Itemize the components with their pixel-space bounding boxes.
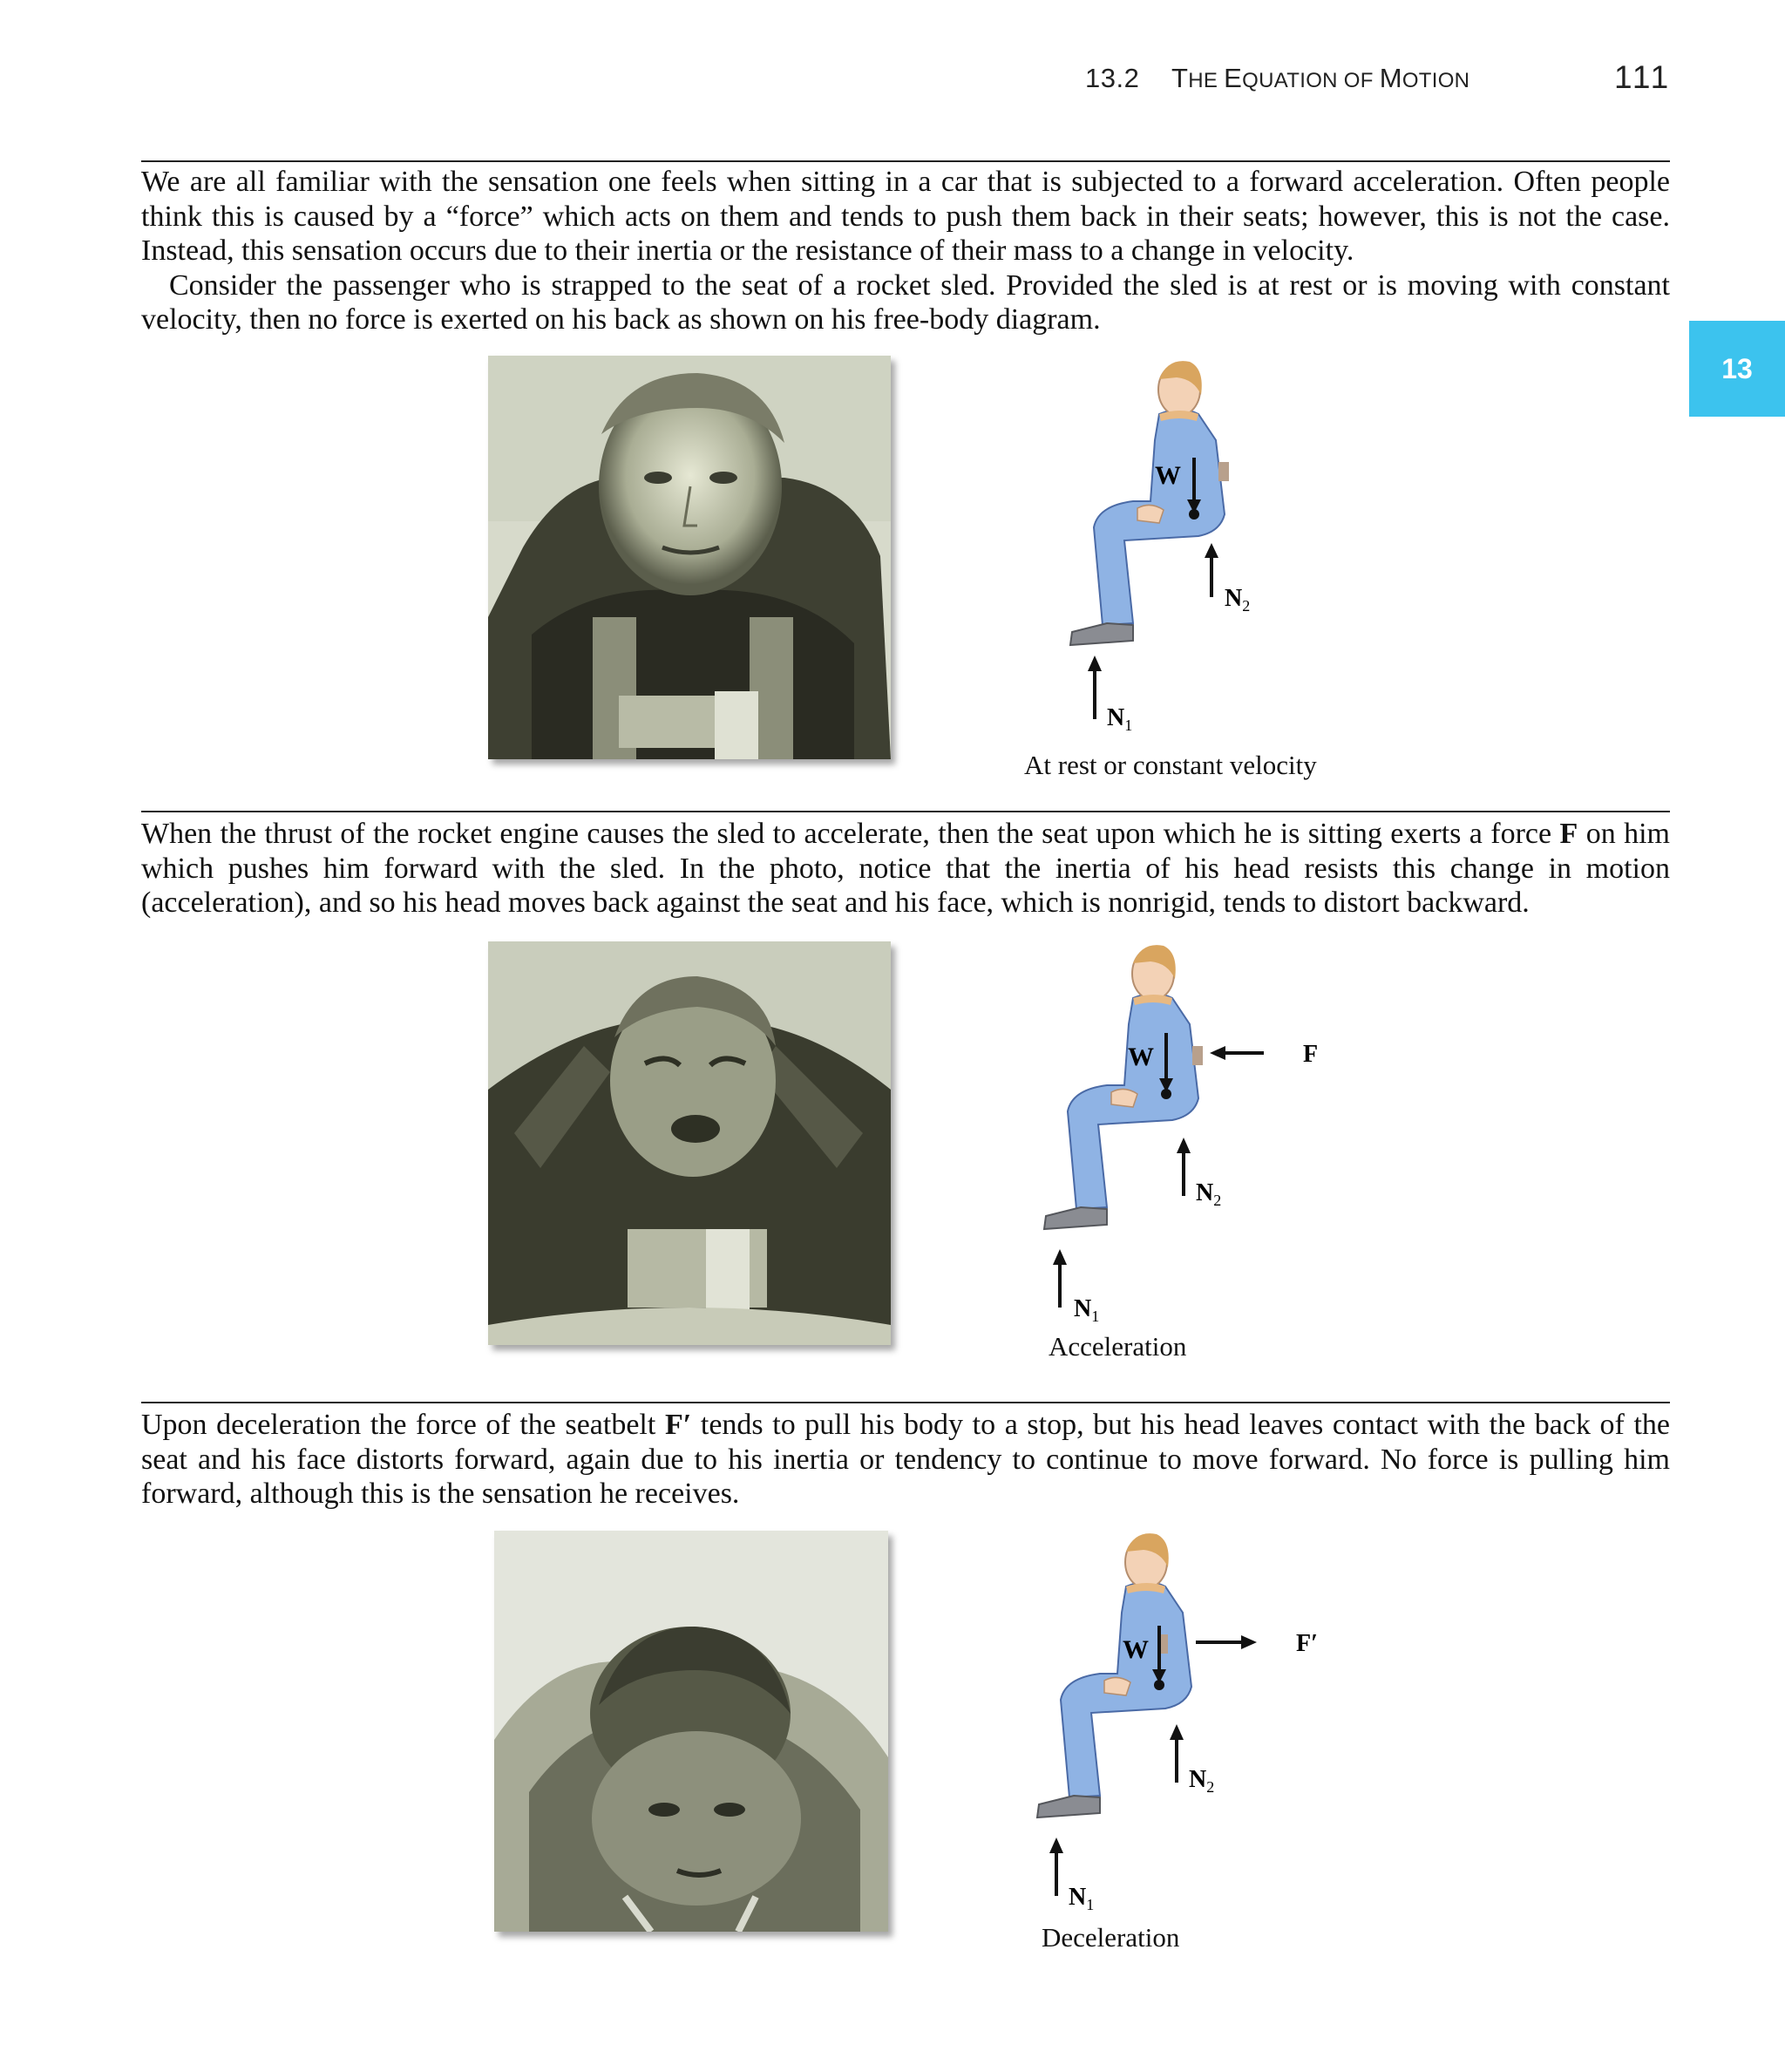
label-normal-2: $N_2$: [1189, 1766, 1215, 1796]
label-normal-2: $N_2$: [1225, 585, 1251, 615]
paragraph-rocket-sled: Consider the passenger who is strapped to the seat of a rocket sled. Provided the sled is at rest or is moving with constant velocity, then no force is exerted on his back as shown on his free-body diagram.: [141, 268, 1670, 336]
fbd-deceleration: [994, 1525, 1342, 1913]
photo-deceleration: [494, 1531, 888, 1932]
section-title: THE EQUATION OF MOTION: [1171, 63, 1470, 93]
label-normal-1: $N_1$: [1074, 1295, 1100, 1325]
fbd-acceleration: [994, 937, 1342, 1325]
section-divider: [141, 811, 1670, 812]
label-weight: W: [1123, 1635, 1149, 1664]
label-normal-2: $N_2$: [1196, 1179, 1222, 1209]
label-force: F: [1303, 1041, 1319, 1068]
label-weight: W: [1128, 1043, 1154, 1071]
label-force: F′: [1296, 1630, 1318, 1657]
label-weight: W: [1155, 461, 1181, 490]
caption-deceleration: Deceleration: [1042, 1922, 1180, 1953]
section-divider: [141, 160, 1670, 162]
paragraph-acceleration: When the thrust of the rocket engine causes the sled to accelerate, then the seat upon which he is sitting exerts a force F on him which pushes him forward with the sled. In the photo, notice that the inertia of his head resists this change in motion (acceleration), and so his head moves back against the seat and his face, which is nonrigid, tends to distort backward.: [141, 818, 1670, 919]
section-divider: [141, 1402, 1670, 1403]
label-normal-1: $N_1$: [1107, 704, 1133, 734]
paragraph-intro: [141, 165, 1670, 337]
page-number: 111: [1614, 59, 1672, 95]
section-number: 13.2: [1085, 63, 1140, 93]
paragraph-deceleration: Upon deceleration the force of the seatbelt F′ tends to pull his body to a stop, but his head leaves contact with the back of the seat and his face distorts forward, again due to his inertia or tendency to continue to move forward. No force is pulling him forward, although this is the sensation he receives.: [141, 1409, 1671, 1510]
photo-at-rest: [488, 356, 891, 759]
paragraph-intro-text: We are all familiar with the sensation one feels when sitting in a car that is subjected to a forward acceleration. Often people think this is caused by a “force” which acts on them and tends to push them back in their seats; however, this is not the case. Instead, this sensation occurs due to their inertia or the resistance of their mass to a change in velocity.: [141, 166, 1670, 267]
photo-acceleration: [488, 941, 891, 1345]
caption-acceleration: Acceleration: [1049, 1331, 1187, 1362]
label-normal-1: $N_1$: [1069, 1884, 1095, 1913]
fbd-at-rest: [1020, 353, 1307, 737]
chapter-tab: 13: [1689, 321, 1785, 417]
caption-at-rest: At rest or constant velocity: [1024, 750, 1317, 780]
